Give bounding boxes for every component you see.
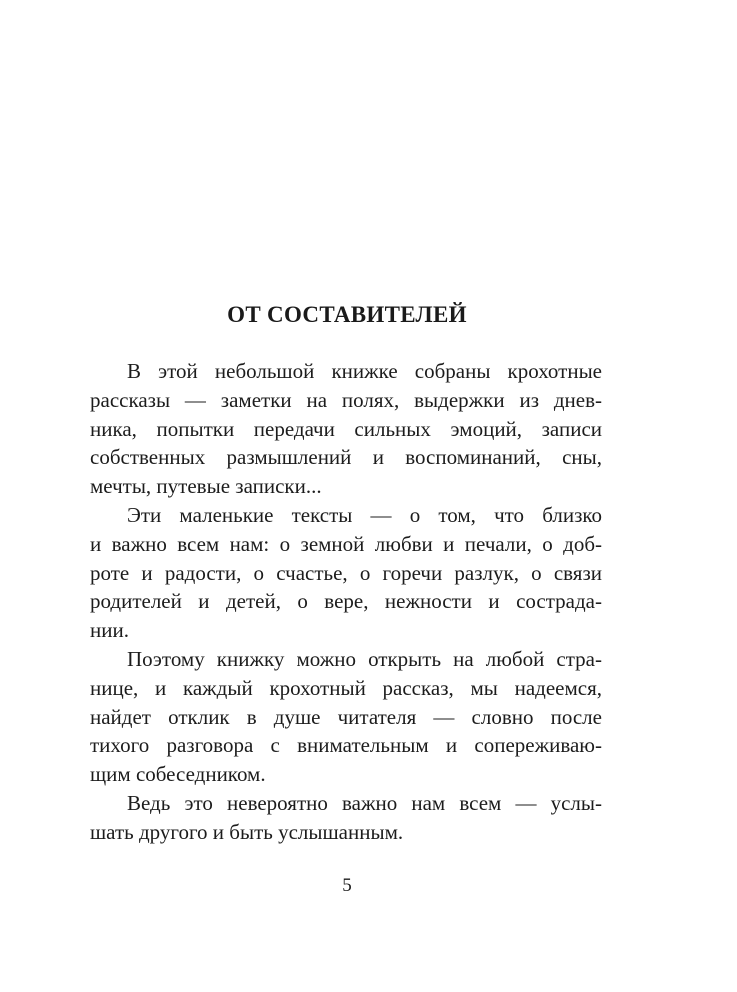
paragraph-3-line-3: найдет отклик в душе читателя — словно после bbox=[90, 704, 602, 729]
paragraph-2-line-4: родителей и детей, о вере, нежности и сострада- bbox=[90, 589, 602, 614]
paragraph-1-line-4: собственных размышлений и воспоминаний, сны, bbox=[90, 445, 602, 470]
paragraph-1-line-2: рассказы — заметки на полях, выдержки из днев- bbox=[90, 387, 602, 412]
page-title: ОТ СОСТАВИТЕЛЕЙ bbox=[227, 302, 467, 327]
paragraph-4-line-1: Ведь это невероятно важно нам всем — услы- bbox=[127, 790, 602, 815]
paragraph-2-line-5: нии. bbox=[90, 618, 129, 643]
paragraph-3-line-1: Поэтому книжку можно открыть на любой стра- bbox=[127, 646, 602, 671]
paragraph-2-line-1: Эти маленькие тексты — о том, что близко bbox=[127, 502, 602, 527]
paragraph-3-line-2: нице, и каждый крохотный рассказ, мы надеемся, bbox=[90, 675, 602, 700]
paragraph-3-line-4: тихого разговора с внимательным и сопереживаю- bbox=[90, 733, 602, 758]
paragraph-1-line-3: ника, попытки передачи сильных эмоций, записи bbox=[90, 416, 602, 441]
paragraph-2-line-3: роте и радости, о счастье, о горечи разлук, о связи bbox=[90, 560, 602, 585]
paragraph-1-line-5: мечты, путевые записки... bbox=[90, 474, 322, 499]
body-text bbox=[90, 357, 602, 847]
paragraph-2-line-2: и важно всем нам: о земной любви и печали, о доб- bbox=[90, 531, 602, 556]
paragraph-1-line-1: В этой небольшой книжке собраны крохотные bbox=[127, 359, 602, 383]
paragraph-3-line-5: щим собеседником. bbox=[90, 762, 266, 787]
paragraph-4-line-2: шать другого и быть услышанным. bbox=[90, 819, 404, 844]
page-number: 5 bbox=[342, 875, 352, 896]
